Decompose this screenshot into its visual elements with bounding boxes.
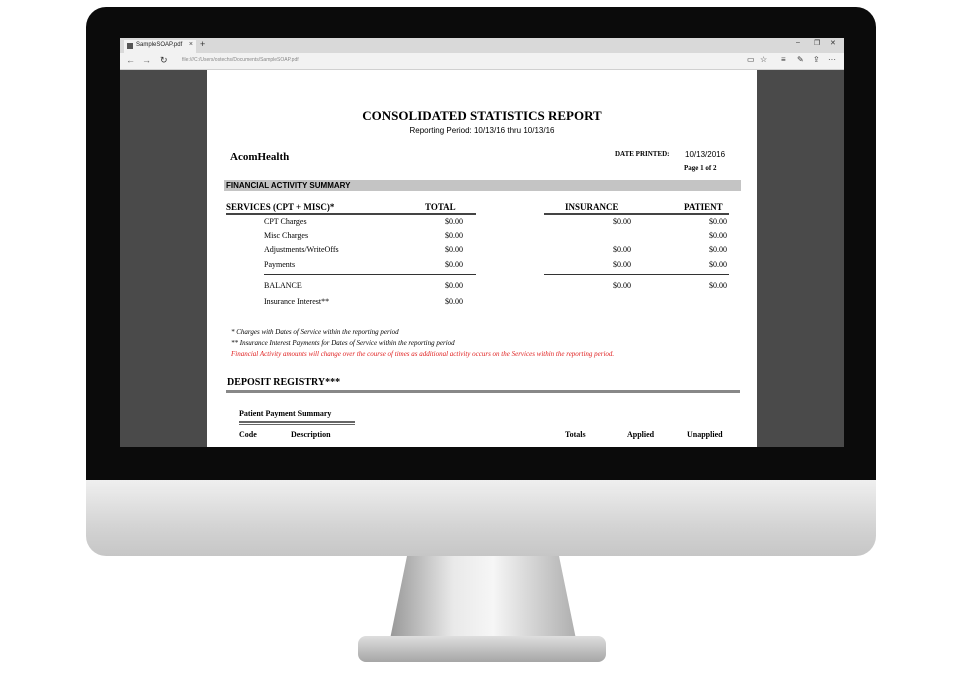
row-label: CPT Charges xyxy=(264,217,307,226)
insurance-interest-total: $0.00 xyxy=(445,297,463,306)
deposit-registry-heading: DEPOSIT REGISTRY*** xyxy=(227,377,341,388)
hub-icon[interactable]: ≡ xyxy=(781,55,786,64)
refresh-icon[interactable]: ↻ xyxy=(160,55,168,65)
row-insurance: $0.00 xyxy=(613,245,631,254)
financial-summary-heading: FINANCIAL ACTIVITY SUMMARY xyxy=(226,181,351,190)
monitor-stand-base xyxy=(358,636,606,662)
row-total: $0.00 xyxy=(445,231,463,240)
balance-insurance: $0.00 xyxy=(613,281,631,290)
financial-summary-band xyxy=(224,180,741,191)
header-rule-right xyxy=(544,213,729,215)
balance-label: BALANCE xyxy=(264,281,302,290)
restore-button[interactable]: ❐ xyxy=(814,40,821,47)
code-column-header: Code xyxy=(239,430,257,439)
insurance-header: INSURANCE xyxy=(565,202,619,212)
monitor-chin xyxy=(86,480,876,556)
report-title: CONSOLIDATED STATISTICS REPORT xyxy=(362,108,602,123)
applied-column-header: Applied xyxy=(627,430,655,439)
organization-name: AcomHealth xyxy=(230,151,290,163)
row-patient: $0.00 xyxy=(709,217,727,226)
page-indicator: Page 1 of 2 xyxy=(684,164,717,172)
row-total: $0.00 xyxy=(445,245,463,254)
address-bar xyxy=(120,53,844,70)
new-tab-button[interactable]: + xyxy=(200,39,206,49)
date-printed-value: 10/13/2016 xyxy=(685,150,726,159)
browser-tab[interactable] xyxy=(124,40,196,53)
tab-title: SampleSOAP.pdf xyxy=(136,42,183,48)
unapplied-column-header: Unapplied xyxy=(687,430,723,439)
row-label: Payments xyxy=(264,260,296,269)
footnote-charges: * Charges with Dates of Service within the reporting period xyxy=(231,328,399,336)
balance-patient: $0.00 xyxy=(709,281,727,290)
row-insurance: $0.00 xyxy=(613,260,631,269)
favorite-star-icon[interactable]: ☆ xyxy=(760,55,768,64)
pps-rule xyxy=(239,421,355,423)
share-icon[interactable]: ⇪ xyxy=(813,55,820,64)
subtotal-rule-left xyxy=(264,274,476,275)
close-window-button[interactable]: ✕ xyxy=(830,40,836,47)
row-insurance: $0.00 xyxy=(613,217,631,226)
minimize-button[interactable]: – xyxy=(796,39,800,46)
row-patient: $0.00 xyxy=(709,245,727,254)
description-column-header: Description xyxy=(291,430,331,439)
pdf-file-icon xyxy=(127,43,133,49)
row-label: Misc Charges xyxy=(264,231,309,240)
row-total: $0.00 xyxy=(445,260,463,269)
header-rule-left xyxy=(226,213,476,215)
row-label: Adjustments/WriteOffs xyxy=(264,245,339,254)
services-header: SERVICES (CPT + MISC)* xyxy=(226,202,335,212)
patient-payment-summary-heading: Patient Payment Summary xyxy=(239,409,332,418)
insurance-interest-label: Insurance Interest** xyxy=(264,297,330,306)
row-patient: $0.00 xyxy=(709,231,727,240)
total-header: TOTAL xyxy=(425,202,456,212)
url-field[interactable]: file:///C:/Users/ostechs/Documents/SampleSOAP.pdf xyxy=(182,57,299,63)
tab-close-icon[interactable]: × xyxy=(188,41,193,48)
footnote-insurance-interest: ** Insurance Interest Payments for Dates of Service within the reporting period xyxy=(231,339,455,347)
date-printed-label: DATE PRINTED: xyxy=(615,150,670,158)
deposit-registry-rule xyxy=(226,390,740,393)
row-total: $0.00 xyxy=(445,217,463,226)
pdf-viewer[interactable] xyxy=(120,70,844,447)
balance-total: $0.00 xyxy=(445,281,463,290)
screen xyxy=(120,38,844,447)
footnote-disclaimer: Financial Activity amounts will change over the course of times as additional activity occurs on the Services within the reporting period. xyxy=(231,350,615,358)
browser-tab-bar xyxy=(120,38,844,53)
reporting-period: Reporting Period: 10/13/16 thru 10/13/16 xyxy=(409,126,555,135)
patient-header: PATIENT xyxy=(684,202,723,212)
monitor-stand-neck xyxy=(383,556,583,644)
more-icon[interactable]: ··· xyxy=(828,55,836,64)
web-note-icon[interactable]: ✎ xyxy=(797,55,804,64)
back-arrow-icon[interactable]: ← xyxy=(126,55,135,65)
totals-column-header: Totals xyxy=(565,430,586,439)
pps-rule-secondary xyxy=(239,424,355,425)
reading-view-icon[interactable]: ▭ xyxy=(747,55,755,64)
pdf-page xyxy=(207,70,757,447)
row-patient: $0.00 xyxy=(709,260,727,269)
subtotal-rule-right xyxy=(544,274,729,275)
forward-arrow-icon[interactable]: → xyxy=(142,55,151,65)
